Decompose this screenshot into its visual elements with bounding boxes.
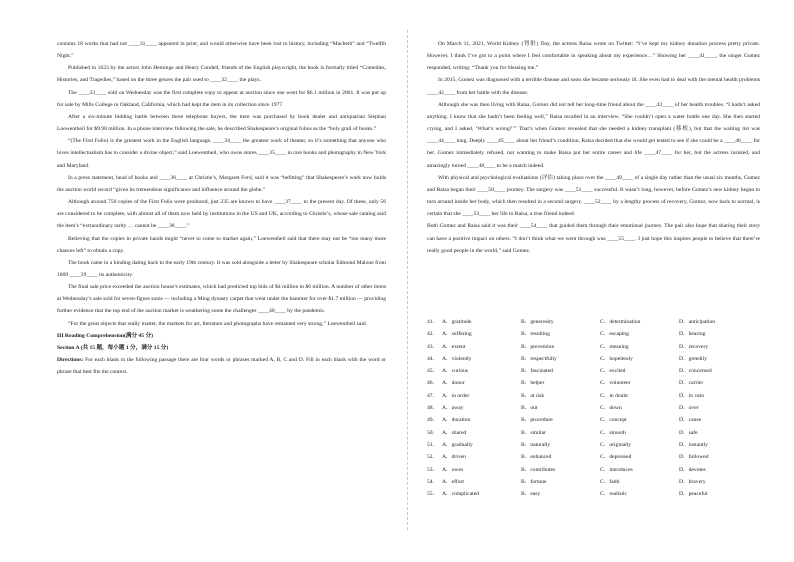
question-number: 44． (427, 355, 439, 362)
right-column (427, 38, 760, 257)
option-a: A．gratitude (442, 319, 472, 325)
option-a: A．shared (442, 429, 467, 436)
left-column (57, 38, 386, 378)
option-a: A．duration (442, 417, 471, 424)
option-a: A．driven (442, 454, 466, 461)
option-d: D．devotes (679, 466, 706, 473)
passage-paragraph: The ____33____ sold on Wednesday was the first complete copy to appear at auction since one went for $6.1 million in 2001. It was put up for sale by Mills College in Oakland, California, which had kept the item in its collection since 1977. (57, 89, 386, 108)
question-number: 47． (427, 392, 439, 399)
passage-paragraph: In a press statement, head of books and ____36____ at Christie’s, Margaret Ford, said it was “befitting” that Shakespeare’s work now holds the auction world record “given its tremendous significance and influence around the globe.” (57, 174, 386, 193)
option-b: B．respectfully (521, 355, 557, 362)
option-b: B．fortune (521, 478, 547, 485)
passage-paragraph: Although she was then living with Raisa, Gomez did not tell her long-time friend about the ____43____ of her health troubles. “I hadn’t asked anything. I knew that she hadn’t been feeling well,” Raisa recalled in an interview. “She couldn’t open a water bottle one day. She then started crying, and I asked, ‘What’s wrong?’” That’s when Gomez revealed that she needed a kidney transplant (移植), but that the waiting list was ____44____ long. Deeply ____45____ about her friend’s condition, Raisa decided that she would get tested to see if she could be a ____46____ for her. Gomez immediately refused, not wanting to make Raisa put her entire career and life ____47____ for her, but the actress insisted, and amazingly turned ____48____ to be a match indeed. (427, 101, 760, 169)
option-b: B．out (521, 405, 538, 412)
option-row (427, 451, 760, 463)
option-d: D．greedily (679, 355, 707, 362)
option-row (427, 427, 760, 439)
option-row (427, 476, 760, 488)
question-number: 53． (427, 466, 439, 473)
directions (57, 354, 386, 378)
option-d: D．cause (679, 417, 702, 424)
option-c: C．volunteer (600, 380, 631, 387)
option-c: C．escaping (600, 331, 629, 338)
column-divider (407, 30, 408, 530)
option-row (427, 488, 760, 500)
option-b: B．helper (521, 380, 545, 387)
option-c: C．originally (600, 441, 632, 448)
option-b: B．naturally (521, 441, 551, 448)
option-row (427, 341, 760, 353)
passage-paragraph: On March 11, 2021, World Kidney (肾脏) Day, the actress Raisa wrote on Twitter: “I’ve kept my kidney donation process pretty private. However, I think I’ve got to a point where I feel comfortable in speaking about my experience…” Showing her ____41____, the singer Gomez responded, writing: “Thank you for blessing me.” (427, 41, 760, 72)
option-b: B．similar (521, 429, 546, 436)
passage-paragraph: “For the great objects that really matter, the markets for art, literature and photographs have remained very strong,” Loewentheil said. (68, 320, 368, 327)
directions-text: For each blank in the following passage there are four words or phrases marked A, B, C and D. Fill in each blank with the word or phrase that best fits the context. (57, 357, 386, 376)
option-row (427, 390, 760, 402)
option-row (427, 414, 760, 426)
option-d: D．safe (679, 429, 698, 436)
option-c: C．realistic (600, 491, 628, 498)
option-c: C．concept (600, 417, 627, 424)
option-a: A．donor (442, 380, 465, 387)
option-row (427, 402, 760, 414)
option-row (427, 365, 760, 377)
passage-paragraph: contains 18 works that had not ____31____ appeared in print, and would otherwise have been lost to history, including “Macbeth” and “Twelfth Night.” (57, 41, 386, 60)
option-a: A．suffering (442, 331, 472, 338)
question-number: 49． (427, 417, 439, 424)
question-number: 51． (427, 441, 439, 448)
option-c: C．excited (600, 368, 626, 375)
option-a: A．gradually (442, 441, 473, 448)
directions-label: Directions: (57, 357, 84, 364)
question-number: 43． (427, 343, 439, 350)
option-row (427, 464, 760, 476)
section-heading: III Reading Comprehension(满分 45 分) (57, 332, 153, 339)
option-c: C．depressed (600, 454, 632, 461)
option-d: D．followed (679, 454, 709, 461)
option-c: C．determination (600, 319, 641, 325)
question-number: 42． (427, 331, 439, 338)
option-row (427, 328, 760, 340)
option-row (427, 316, 760, 328)
question-number: 52． (427, 454, 439, 461)
option-a: A．violently (442, 355, 472, 362)
option-a: A．complicated (442, 491, 479, 498)
option-d: D．peaceful (679, 491, 708, 498)
option-c: C．in doubt (600, 392, 628, 399)
question-number: 46． (427, 380, 439, 387)
option-b: B．at risk (521, 392, 545, 399)
option-b: B．generosity (521, 319, 554, 325)
question-number: 45． (427, 368, 439, 375)
passage-paragraph: Both Gomez and Raisa said it was their ____54____ that guided them through their emotional journey. The pair also hope that sharing their story can have a positive impact on others. “I don’t think what we went through was ____55____. I just hope this inspires people to believe that there’re really good people in the world,” said Gomez. (427, 223, 760, 254)
option-c: C．hopelessly (600, 355, 633, 362)
option-b: B．easy (521, 491, 541, 498)
option-a: A．owes (442, 466, 464, 473)
passage-paragraph: “(The First Folio) is the greatest work in the English language, ____34____ the greatest work of theater, so it’s something that anyone who loves intellectualism has to consider a divine object,” said Loewentheil, who owns stores ____35____ in rare books and photography in New York and Maryland. (57, 138, 386, 169)
option-c: C．introduces (600, 466, 633, 473)
passage-paragraph: Believing that the copies in private hands might “never to come to market again,” Loewentheil said that there may not be “too many more chances left” to obtain a copy. (57, 235, 386, 254)
option-d: D．hearing (679, 331, 706, 338)
passage-paragraph: With physical and psychological evaluations (评估) taking place over the ____49____ of a single day rather than the usual six months, Gomez and Raisa began their ____50____ journey. The surgery was ____51____ successful. It wasn’t long, however, before Gomez’s new kidney began to turn around inside her body, which then resulted in a second surgery. ____52____ by a lengthy process of recovery, Gomez, now back to normal, is certain that she ____53____ her life to Raisa, a true friend indeed. (427, 174, 760, 218)
passage-paragraph: In 2015, Gomez was diagnosed with a terrible disease and soon she became seriously ill. She even had to deal with the mental health problems ____42____ from her battle with the disease. (427, 77, 760, 96)
option-c: C．faith (600, 478, 620, 485)
passage-paragraph: The final sale price exceeded the auction house’s estimates, which had predicted top bids of $4 million to $6 million. A number of other items at Wednesday’s sale sold for seven-figure sums — including a Ming dynasty carpet that went under the hammer for over $1.7 million — providing further evidence that the top end of the auction market is weathering some the challenges ____40____ by the pandemic. (57, 284, 386, 315)
passage-paragraph: The book came in a binding dating back to the early 19th century. It was sold alongside a letter by Shakespeare scholar Edmond Malone from 1809 ____39____ its authenticity. (57, 259, 386, 278)
option-row (427, 353, 760, 365)
option-b: B．enhanced (521, 454, 552, 461)
passage-paragraph: Although around 750 copies of the First Folio were produced, just 235 are known to have ____37____ to the present day. Of these, only 56 are considered to be complete, with almost all of them now held by institutions in the US and UK, according to Christie’s, whose sale catalog said the item’s “extraordinary rarity … cannot be ____38____.” (57, 199, 386, 230)
option-a: A．away (442, 405, 464, 412)
options-list (427, 316, 760, 500)
option-d: D．recovery (679, 343, 709, 350)
option-b: B．fascinated (521, 368, 553, 375)
question-number: 41． (427, 319, 439, 325)
option-b: B．prevention (521, 343, 555, 350)
option-row (427, 377, 760, 389)
option-d: D．concerned (679, 368, 712, 375)
option-c: C．down (600, 405, 622, 412)
option-a: A．in order (442, 392, 470, 399)
option-b: B．contributes (521, 466, 556, 473)
option-d: D．carrier (679, 380, 704, 387)
passage-paragraph: After a six-minute bidding battle between three telephone buyers, the item was purchased by book dealer and antiquarian Stephan Loewentheil for $9.98 million. In a phone interview following the sale, he described Shakespeare’s original folios as the “holy grail of books.” (57, 113, 386, 133)
option-d: D．in vain (679, 392, 705, 399)
question-number: 55． (427, 491, 439, 498)
option-d: D．bravery (679, 478, 706, 485)
option-d: D．anticipation (679, 319, 716, 325)
option-a: A．extent (442, 343, 466, 350)
option-c: C．meaning (600, 343, 629, 350)
question-number: 48． (427, 405, 439, 412)
question-number: 50． (427, 429, 439, 436)
option-b: B．procedure (521, 417, 553, 424)
option-a: A．curious (442, 368, 469, 375)
option-a: A．effort (442, 478, 464, 485)
option-c: C．smooth (600, 429, 626, 436)
question-number: 54． (427, 478, 439, 485)
option-d: D．instantly (679, 441, 708, 448)
option-row (427, 439, 760, 451)
option-b: B．resulting (521, 331, 550, 338)
section-subheading: Section A (共 15 题，每小题 1 分，满分 15 分) (57, 344, 169, 351)
option-d: D．over (679, 405, 699, 412)
passage-paragraph: Published in 1623 by the actors John Heminge and Henry Condell, friends of the English playwright, the book is formally titled “Comedies, Histories, and Tragedies,” based on the three genres the pair used to ____32____ the plays. (57, 65, 386, 84)
